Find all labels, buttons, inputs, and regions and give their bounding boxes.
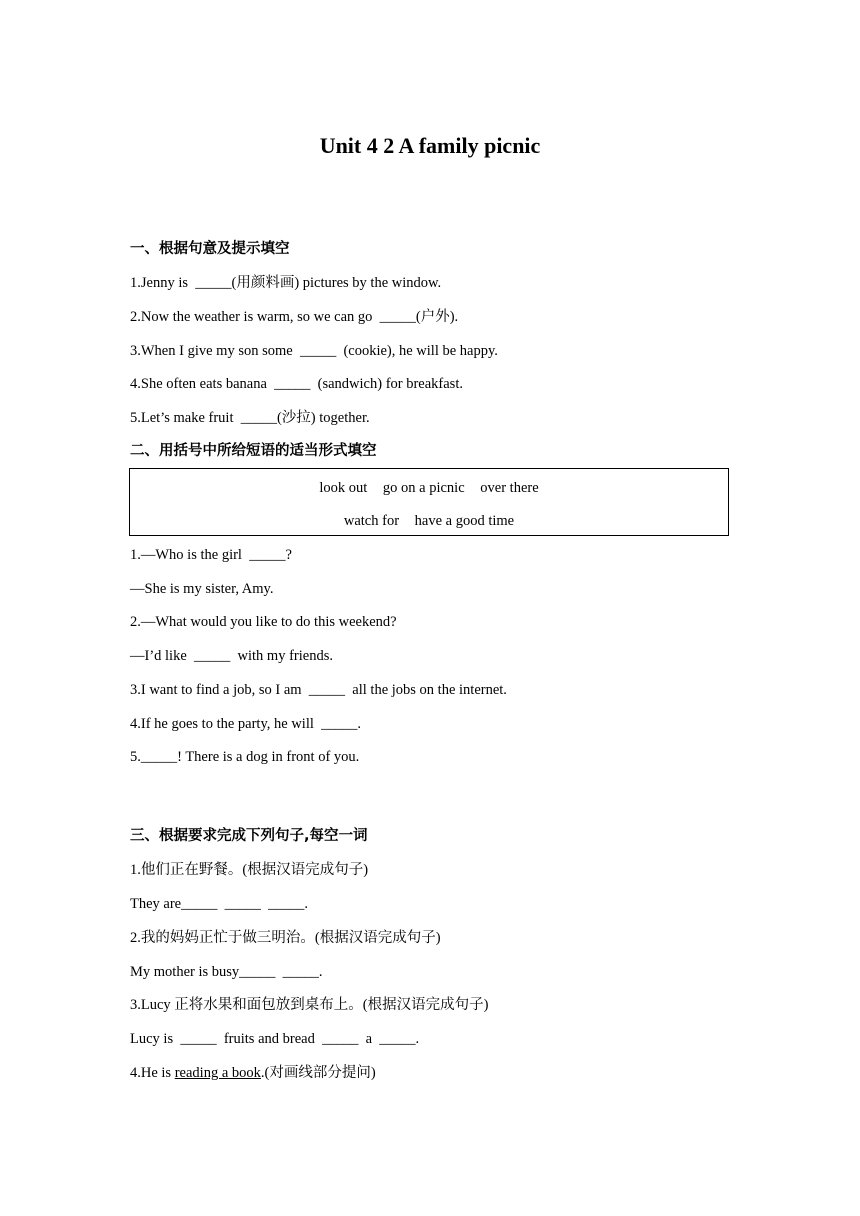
s3-item-1: 1.他们正在野餐。(根据汉语完成句子) [130,862,369,878]
phrase-row-2 [130,512,728,530]
phrase: over there [480,480,539,496]
section2-heading: 二、用括号中所给短语的适当形式填空 [130,443,377,459]
s2-item-1-answer: —She is my sister, Amy. [130,581,274,597]
s3-item-3: 3.Lucy 正将水果和面包放到桌布上。(根据汉语完成句子) [130,997,489,1013]
s2-item-4: 4.If he goes to the party, he will _____. [130,716,362,732]
s3-item-2: 2.我的妈妈正忙于做三明治。(根据汉语完成句子) [130,930,441,946]
s3-item-2-blank: My mother is busy_____ _____. [130,964,323,980]
s3-item-4 [130,1064,376,1082]
s2-item-2: 2.—What would you like to do this weekend? [130,614,397,630]
phrase-box [129,468,729,536]
s3-item-4-underlined: reading a book [174,1065,261,1081]
phrase: go on a picnic [382,480,465,496]
phrase-row-1 [130,479,728,497]
phrase: look out [319,480,368,496]
phrase: watch for [343,513,400,529]
s3-item-4-suffix: .(对画线部分提问) [260,1065,376,1081]
section3-heading: 三、根据要求完成下列句子,每空一词 [130,828,368,844]
s1-item-5: 5.Let’s make fruit _____(沙拉) together. [130,410,370,426]
s2-item-5: 5._____! There is a dog in front of you. [130,749,360,765]
phrase: have a good time [414,513,515,529]
s2-item-1: 1.—Who is the girl _____? [130,547,292,563]
s2-item-2-answer: —I’d like _____ with my friends. [130,648,333,664]
s2-item-3: 3.I want to find a job, so I am _____ all the jobs on the internet. [130,682,507,698]
s1-item-1: 1.Jenny is _____(用颜料画) pictures by the window. [130,275,442,291]
s1-item-3: 3.When I give my son some _____ (cookie), he will be happy. [130,343,498,359]
s1-item-2: 2.Now the weather is warm, so we can go _____(户外). [130,309,459,325]
page-title: Unit 4 2 A family picnic [319,133,541,158]
s3-item-4-prefix: 4.He is [130,1065,175,1081]
s3-item-3-blank: Lucy is _____ fruits and bread _____ a _____. [130,1031,420,1047]
s3-item-1-blank: They are_____ _____ _____. [130,896,308,912]
s1-item-4: 4.She often eats banana _____ (sandwich) for breakfast. [130,376,463,392]
section1-heading: 一、根据句意及提示填空 [130,241,290,257]
